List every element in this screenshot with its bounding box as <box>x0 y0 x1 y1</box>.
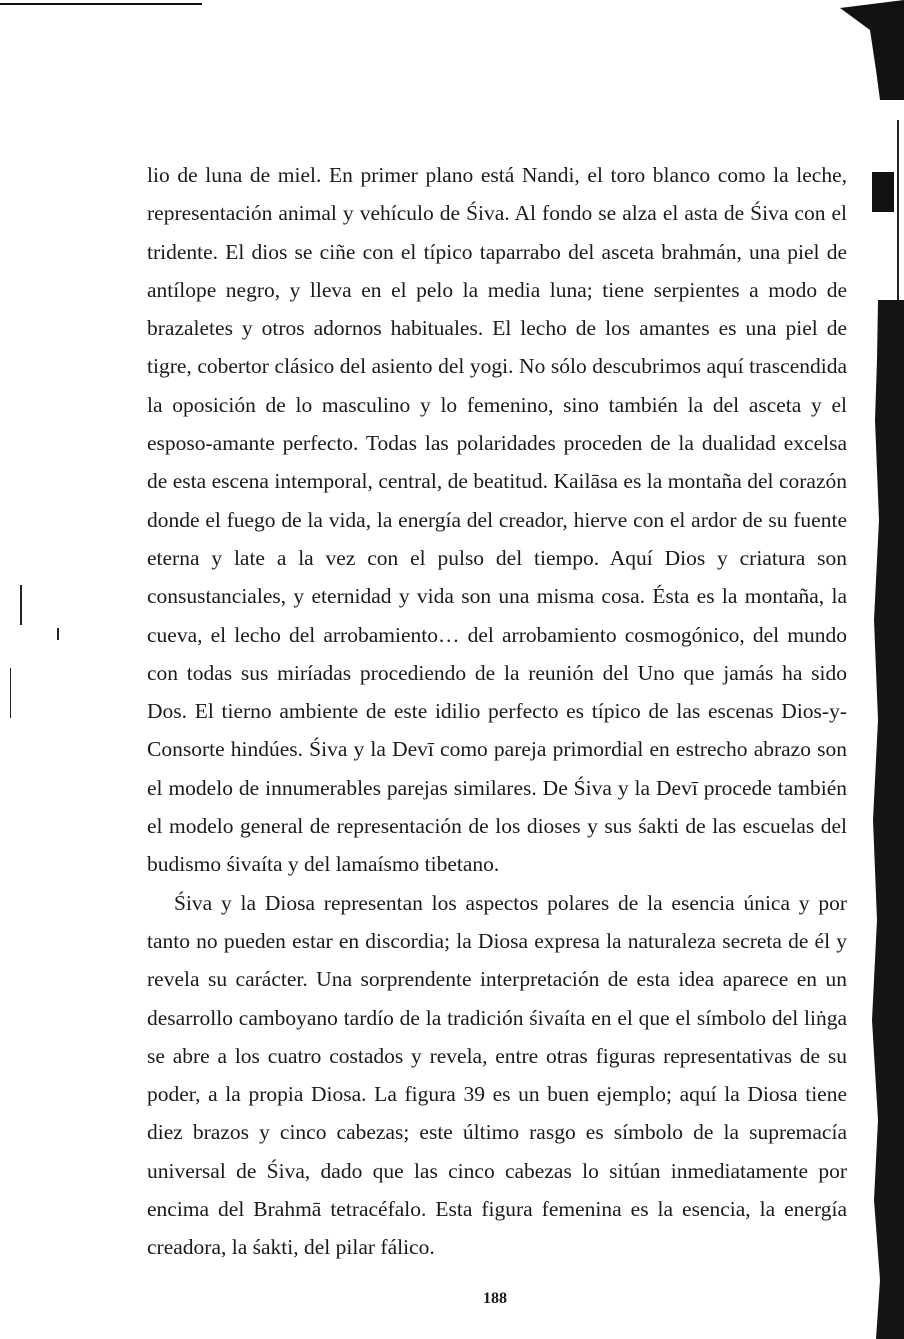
scan-margin-mark <box>10 668 11 718</box>
scan-margin-mark <box>20 585 22 625</box>
body-text <box>147 156 847 1267</box>
scan-page-edge <box>868 300 904 1339</box>
scan-corner-mark <box>840 0 904 100</box>
page-number: 188 <box>483 1290 507 1307</box>
scan-top-rule <box>0 3 202 5</box>
scan-edge-block <box>872 172 894 212</box>
paragraph: lio de luna de miel. En primer plano está Nandi, el toro blanco como la leche, representación animal y vehículo de Śiva. Al fondo se alza el asta de Śiva con el tridente. El dios se ciñe con el típico taparrabo del asceta brahmán, una piel de antílope negro, y lleva en el pelo la media luna; tiene serpientes a modo de brazaletes y otros adornos habituales. El lecho de los amantes es una piel de tigre, cobertor clásico del asiento del yogi. No sólo descubrimos aquí trascendida la oposición de lo masculino y lo femenino, sino también la del asceta y el esposo-amante perfecto. Todas las polaridades proceden de la dualidad excelsa de esta escena intemporal, central, de beatitud. Kailāsa es la montaña del corazón donde el fuego de la vida, la energía del creador, hierve con el ardor de su fuente eterna y late a la vez con el pulso del tiempo. Aquí Dios y criatura son consustanciales, y eternidad y vida son una misma cosa. Ésta es la montaña, la cueva, el lecho del arrobamiento… del arrobamiento cosmogónico, del mundo con todas sus miríadas procediendo de la reunión del Uno que jamás ha sido Dos. El tierno ambiente de este idilio perfecto es típico de las escenas Dios-y-Consorte hindúes. Śiva y la Devī como pareja primordial en estrecho abrazo son el modelo de innumerables parejas similares. De Śiva y la Devī procede también el modelo general de representación de los dioses y sus śakti de las escuelas del budismo śivaíta y del lamaísmo tibetano. <box>147 163 847 877</box>
paragraph: Śiva y la Diosa representan los aspectos polares de la esencia única y por tanto no pueden estar en discordia; la Diosa expresa la naturaleza secreta de él y revela su carácter. Una sorprendente interpretación de esta idea aparece en un desarrollo camboyano tardío de la tradición śivaíta en el que el símbolo del liṅga se abre a los cuatro costados y revela, entre otras figuras representativas de su poder, a la propia Diosa. La figura 39 es un buen ejemplo; aquí la Diosa tiene diez brazos y cinco cabezas; este último rasgo es símbolo de la supremacía universal de Śiva, dado que las cinco cabezas lo sitúan inmediatamente por encima del Brahmā tetracéfalo. Esta figura femenina es la esencia, la energía creadora, la śakti, del pilar fálico. <box>147 890 847 1260</box>
scan-margin-mark <box>57 628 59 640</box>
